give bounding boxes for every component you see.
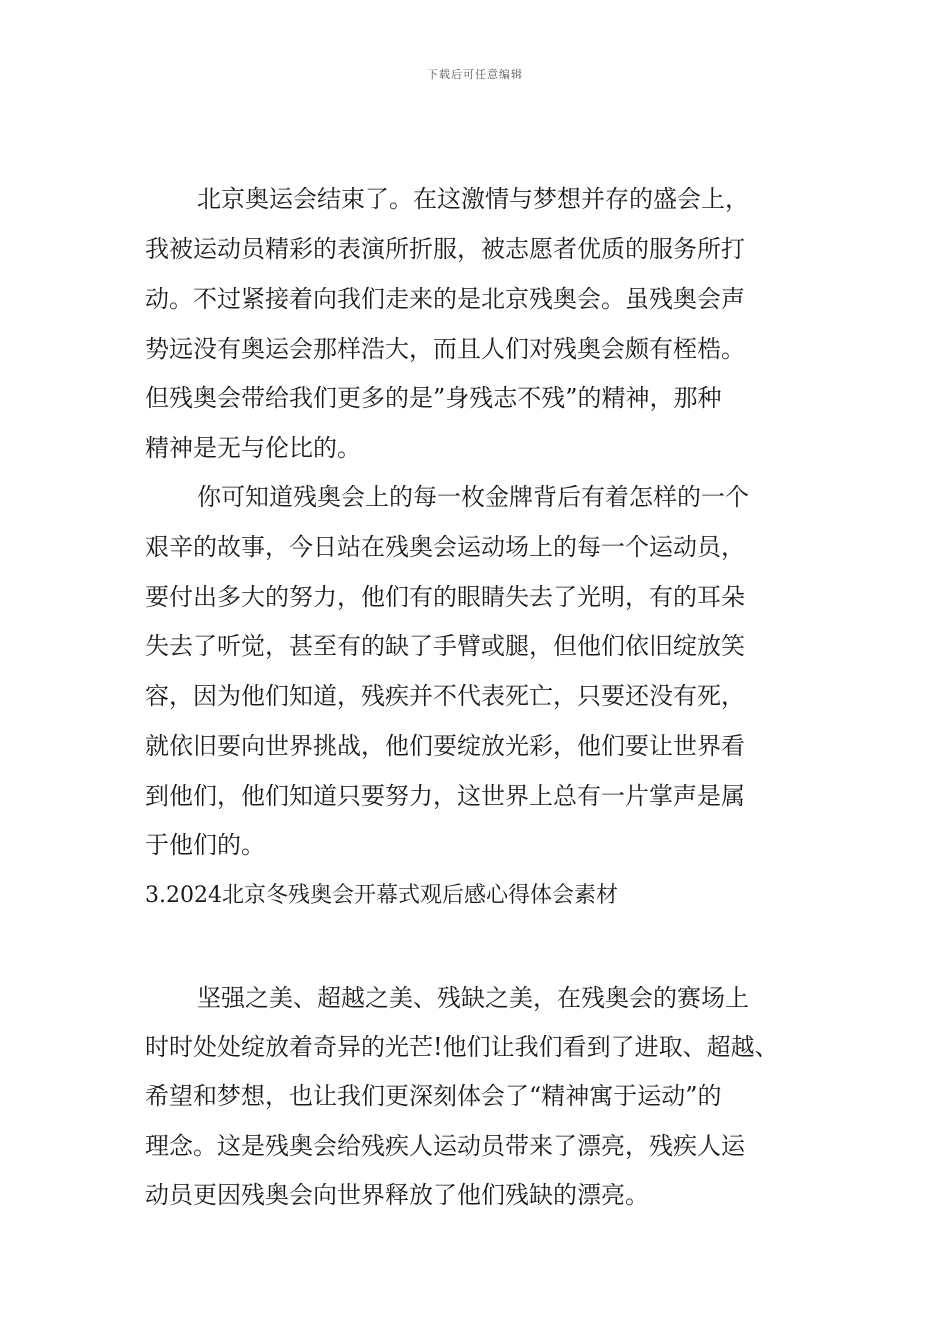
paragraph-line: 希望和梦想，也让我们更深刻体会了“精神寓于运动”的 <box>145 1082 722 1110</box>
paragraph-line: 精神是无与伦比的。 <box>145 434 361 462</box>
paragraph-line: 失去了听觉，甚至有的缺了手臂或腿，但他们依旧绽放笑 <box>145 632 745 660</box>
paragraph-line: 时时处处绽放着奇异的光芒!他们让我们看到了进取、超越、 <box>145 1033 779 1061</box>
paragraph-line: 坚强之美、超越之美、残缺之美，在残奥会的赛场上 <box>197 984 749 1012</box>
paragraph-line: 你可知道残奥会上的每一枚金牌背后有着怎样的一个 <box>197 483 749 511</box>
paragraph-line: 艰辛的故事，今日站在残奥会运动场上的每一个运动员， <box>145 533 745 561</box>
paragraph-line: 动员更因残奥会向世界释放了他们残缺的漂亮。 <box>145 1181 649 1209</box>
paragraph-line: 就依旧要向世界挑战，他们要绽放光彩，他们要让世界看 <box>145 732 745 760</box>
paragraph-line: 势远没有奥运会那样浩大，而且人们对残奥会颇有桎梏。 <box>145 335 745 363</box>
paragraph-line: 动。不过紧接着向我们走来的是北京残奥会。虽残奥会声 <box>145 285 745 313</box>
section-heading: 3.2024北京冬残奥会开幕式观后感心得体会素材 <box>145 883 618 908</box>
paragraph-line: 要付出多大的努力，他们有的眼睛失去了光明，有的耳朵 <box>145 583 745 611</box>
page-header-note: 下载后可任意编辑 <box>427 68 523 81</box>
paragraph-line: 我被运动员精彩的表演所折服，被志愿者优质的服务所打 <box>145 235 745 263</box>
paragraph-line: 但残奥会带给我们更多的是”身残志不残”的精神，那种 <box>145 384 722 412</box>
paragraph-line: 于他们的。 <box>145 831 265 859</box>
paragraph-line: 到他们，他们知道只要努力，这世界上总有一片掌声是属 <box>145 782 745 810</box>
paragraph-line: 理念。这是残奥会给残疾人运动员带来了漂亮，残疾人运 <box>145 1132 745 1160</box>
paragraph-line: 北京奥运会结束了。在这激情与梦想并存的盛会上， <box>197 185 749 213</box>
paragraph-line: 容，因为他们知道，残疾并不代表死亡，只要还没有死， <box>145 682 745 710</box>
